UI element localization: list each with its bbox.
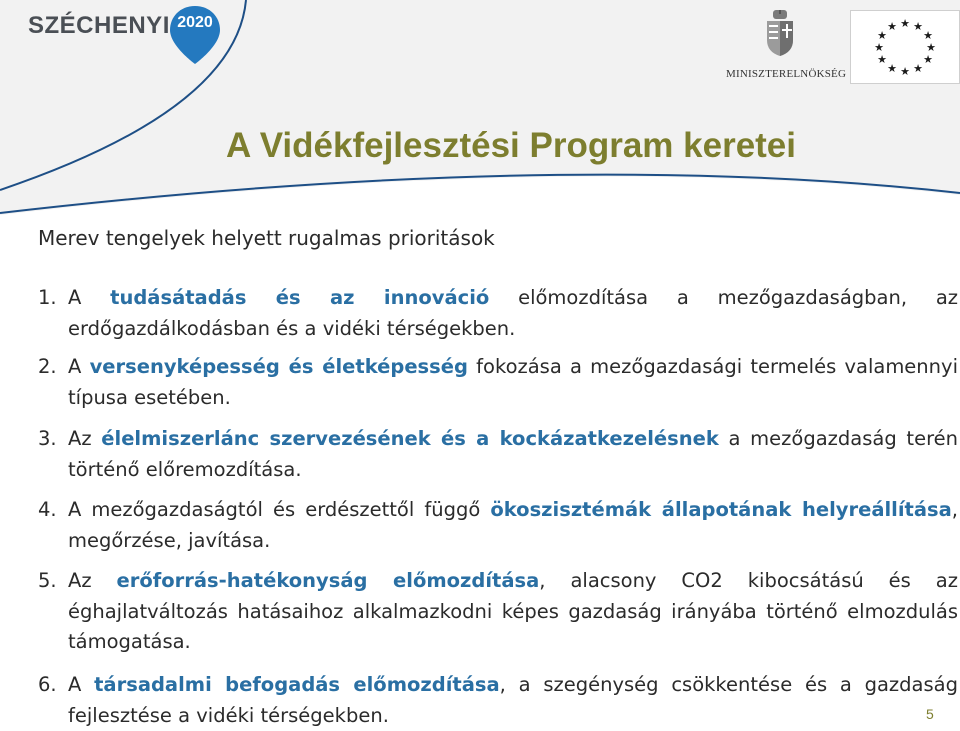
priority-text — [68, 352, 958, 413]
svg-text:★: ★ — [887, 20, 897, 33]
priority-item — [38, 352, 958, 413]
emphasized-text: társadalmi befogadás előmozdítása — [94, 673, 500, 696]
text-segment: fokozása a mezőgazdasági termelés valamennyi típusa esetében. — [68, 355, 958, 409]
text-segment: , a szegénység csökkentése és a gazdaság fejlesztése a vidéki térségekben. — [68, 673, 958, 727]
text-segment: Az — [68, 427, 102, 450]
svg-text:★: ★ — [900, 17, 910, 30]
text-segment: a mezőgazdaság terén történő előremozdítása. — [68, 427, 959, 481]
emphasized-text: ökoszisztémák állapotának helyreállítása — [490, 498, 952, 521]
priority-text — [68, 495, 958, 556]
priority-number: 3. — [38, 427, 57, 450]
priority-number: 5. — [38, 569, 57, 592]
szechenyi-year: 2020 — [177, 14, 213, 31]
priority-number: 2. — [38, 355, 57, 378]
svg-text:★: ★ — [923, 29, 933, 42]
text-segment: Az — [68, 569, 117, 592]
subtitle: Merev tengelyek helyett rugalmas prioritások — [38, 226, 495, 250]
priority-text — [68, 670, 958, 731]
priority-item — [38, 495, 958, 556]
eu-flag-logo — [850, 10, 960, 84]
slide-title: A Vidékfejlesztési Program keretei — [226, 126, 796, 165]
emphasized-text: élelmiszerlánc szervezésének és a kockázatkezelésnek — [101, 427, 719, 450]
priority-text — [68, 566, 958, 658]
priority-item — [38, 670, 958, 731]
szechenyi-2020-logo — [28, 4, 228, 66]
svg-text:★: ★ — [887, 62, 897, 75]
svg-text:★: ★ — [913, 62, 923, 75]
priority-text — [68, 424, 958, 485]
text-segment: előmozdítása a mezőgazdaságban, az erdőgazdálkodásban és a vidéki térségekben. — [68, 286, 959, 340]
text-segment: A — [68, 355, 90, 378]
eu-flag-stars-icon — [851, 11, 959, 83]
text-segment: A — [68, 673, 95, 696]
emphasized-text: tudásátadás és az innováció — [110, 286, 490, 309]
priority-text — [68, 283, 958, 344]
priority-number: 1. — [38, 286, 57, 309]
priority-item — [38, 424, 958, 485]
text-segment: , alacsony CO2 kibocsátású és az éghajlatváltozás hatásaihoz alkalmazkodni képes gazdaság irányába történő elmozdulás támogatása. — [68, 569, 958, 653]
szechenyi-wordmark: SZÉCHENYI — [28, 12, 170, 39]
priority-item — [38, 566, 958, 658]
ministry-label: MINISZTERELNÖKSÉG — [726, 68, 847, 80]
priority-item — [38, 283, 958, 344]
svg-text:★: ★ — [877, 29, 887, 42]
ministry-logo — [726, 10, 847, 82]
svg-text:★: ★ — [913, 20, 923, 33]
priority-number: 6. — [38, 673, 57, 696]
priority-number: 4. — [38, 498, 57, 521]
emphasized-text: erőforrás-hatékonyság előmozdítása — [116, 569, 540, 592]
svg-text:★: ★ — [877, 53, 887, 66]
emphasized-text: versenyképesség és életképesség — [89, 355, 468, 378]
text-segment: , megőrzése, javítása. — [68, 498, 958, 552]
hungarian-crest-icon — [764, 10, 796, 56]
map-pin-icon — [166, 4, 224, 66]
svg-text:★: ★ — [900, 65, 910, 78]
text-segment: A — [68, 286, 111, 309]
text-segment: A mezőgazdaságtól és erdészettől függő — [68, 498, 491, 521]
svg-text:★: ★ — [926, 41, 936, 54]
svg-text:★: ★ — [923, 53, 933, 66]
page-number: 5 — [926, 706, 934, 722]
svg-text:★: ★ — [874, 41, 884, 54]
